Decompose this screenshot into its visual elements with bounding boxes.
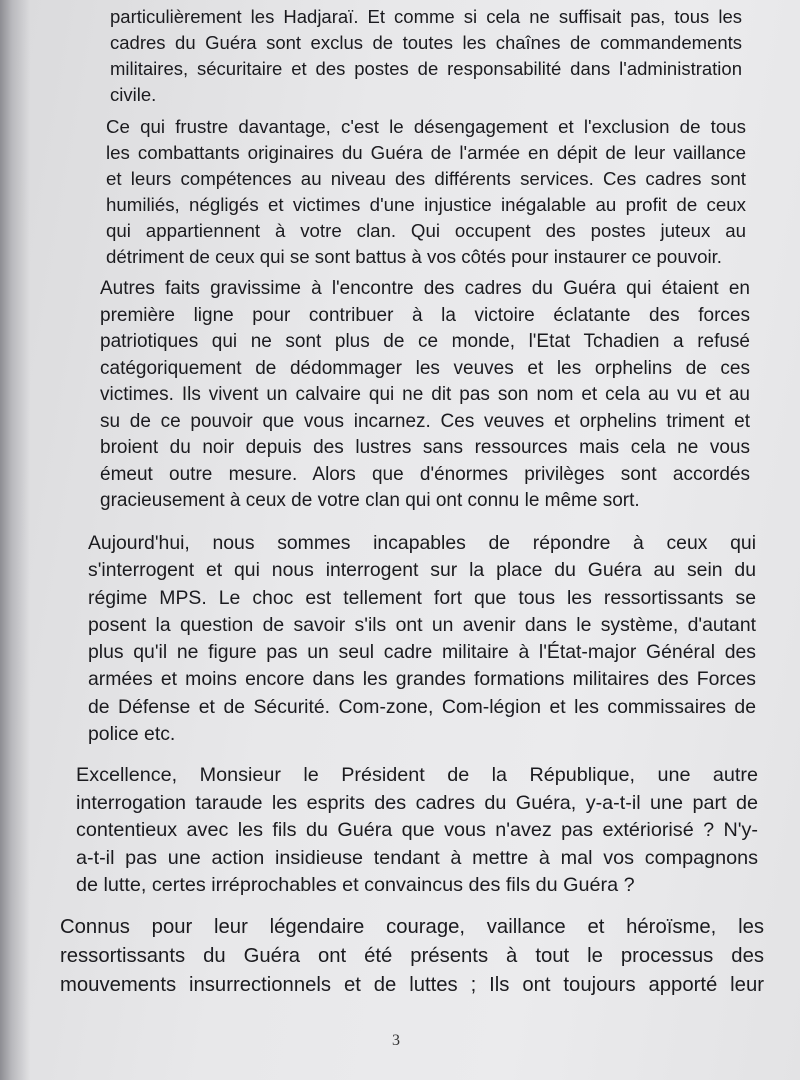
text-line: posent la question de savoir s'ils ont un avenir dans le système, d'autant — [88, 613, 756, 636]
text-line: Aujourd'hui, nous sommes incapables de répondre à ceux qui — [88, 532, 756, 554]
text-line: armées et moins encore dans les grandes formations militaires des Forces — [88, 668, 756, 691]
text-line: émeut outre mesure. Alors que d'énormes privilèges sont accordés — [100, 463, 750, 485]
text-line: cadres du Guéra sont exclus de toutes les chaînes de commandements — [110, 32, 742, 53]
text-line: de lutte, certes irréprochables et convaincus des fils du Guéra ? — [76, 874, 635, 896]
paragraph-5 — [76, 762, 758, 900]
text-line: police etc. — [88, 723, 176, 746]
text-line: première ligne pour contribuer à la victoire éclatante des forces — [100, 304, 750, 326]
page-edge-shadow — [0, 0, 30, 1080]
text-line: gracieusement à ceux de votre clan qui ont connu le même sort. — [100, 490, 640, 511]
text-line: militaires, sécuritaire et des postes de responsabilité dans l'administration — [110, 58, 742, 79]
paragraph-2 — [106, 114, 746, 270]
text-line: et leurs compétences au niveau des différents services. Ces cadres sont — [106, 168, 746, 189]
text-line: mouvements insurrectionnels et de luttes ; Ils ont toujours apporté leur — [60, 974, 764, 996]
paragraph-3 — [100, 276, 750, 515]
text-line: Ce qui frustre davantage, c'est le désengagement et l'exclusion de tous — [106, 116, 746, 137]
text-line: plus qu'il ne figure pas un seul cadre militaire à l'État-major Général des — [88, 641, 756, 664]
paragraph-4 — [88, 530, 756, 748]
text-line: Excellence, Monsieur le Président de la République, une autre — [76, 764, 758, 786]
text-line: civile. — [110, 84, 157, 105]
text-line: particulièrement les Hadjaraï. Et comme si cela ne suffisait pas, tous les — [110, 6, 742, 27]
text-line: Autres faits gravissime à l'encontre des cadres du Guéra qui étaient en — [100, 278, 750, 299]
paragraph-6 — [60, 913, 764, 1000]
text-line: contentieux avec les fils du Guéra que vous n'avez pas extériorisé ? N'y- — [76, 819, 758, 841]
text-line: interrogation taraude les esprits des cadres du Guéra, y-a-t-il une part de — [76, 791, 758, 814]
page-number: 3 — [392, 1032, 400, 1049]
text-line: détriment de ceux qui se sont battus à vos côtés pour instaurer ce pouvoir. — [106, 246, 722, 267]
text-line: régime MPS. Le choc est tellement fort que tous les ressortissants se — [88, 586, 756, 609]
text-line: les combattants originaires du Guéra de l'armée en dépit de leur vaillance — [106, 142, 746, 163]
text-line: s'interrogent et qui nous interrogent sur la place du Guéra au sein du — [88, 559, 756, 582]
text-line: broient du noir depuis des lustres sans ressources mais cela ne vous — [100, 437, 750, 458]
text-line: a-t-il pas une action insidieuse tendant à mettre à mal vos compagnons — [76, 846, 758, 869]
text-line: su de ce pouvoir que vous incarnez. Ces veuves et orphelins triment et — [100, 410, 750, 432]
text-line: victimes. Ils vivent un calvaire qui ne dit pas son nom et cela au vu et au — [100, 384, 750, 405]
text-line: de Défense et de Sécurité. Com-zone, Com-légion et les commissaires de — [88, 695, 756, 718]
text-line: patriotiques qui ne sont plus de ce monde, l'Etat Tchadien a refusé — [100, 331, 750, 352]
text-line: catégoriquement de dédommager les veuves et les orphelins de ces — [100, 357, 750, 379]
paragraph-1 — [110, 4, 742, 108]
text-line: Connus pour leur légendaire courage, vaillance et héroïsme, les — [60, 916, 764, 938]
text-line: ressortissants du Guéra ont été présents à tout le processus des — [60, 945, 764, 967]
text-line: qui appartiennent à votre clan. Qui occupent des postes juteux au — [106, 220, 746, 241]
text-line: humiliés, négligés et victimes d'une injustice inégalable au profit de ceux — [106, 194, 746, 215]
